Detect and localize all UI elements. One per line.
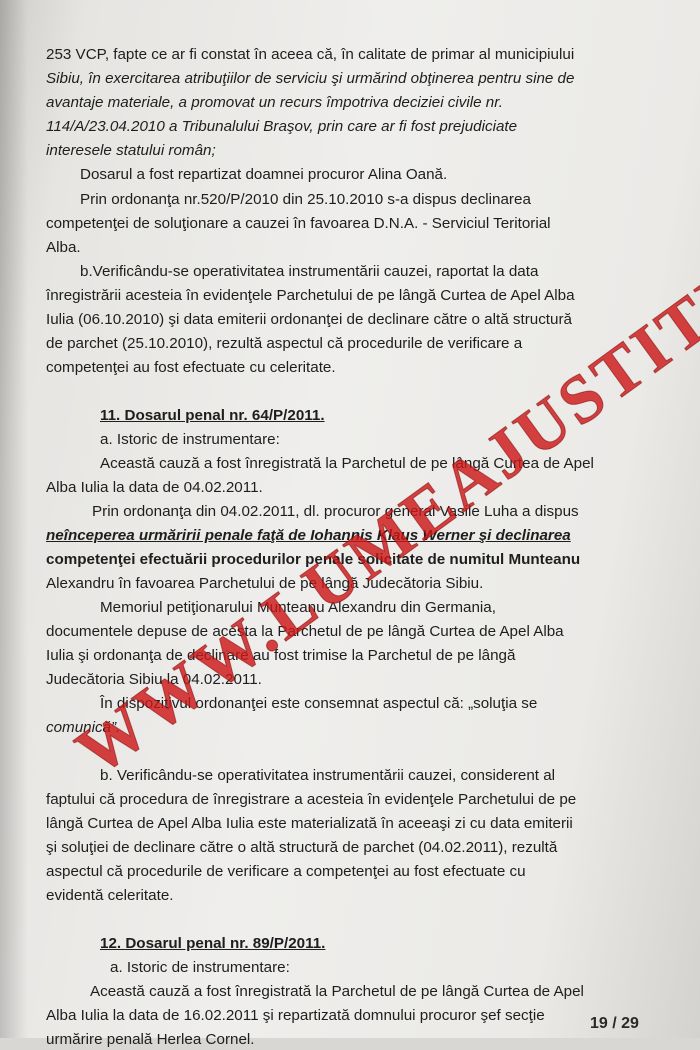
subsection-heading-12a: a. Istoric de instrumentare: [110,959,290,976]
text-line-34: evidentă celeritate. [46,887,174,904]
text-line-28: comunică”. [46,719,121,736]
text-line-27: În dispozitivul ordonanţei este consemnat aspectul că: „soluţia se [100,695,538,712]
text-line-29: b. Verificându-se operativitatea instrumentării cauzei, considerent al [100,767,556,784]
page-number: 19 / 29 [590,1015,639,1032]
text-line-9: Alba. [46,239,81,256]
text-line-30: faptului că procedura de înregistrare a acesteia în evidenţele Parchetului de pe [46,791,577,808]
section-heading-11: 11. Dosarul penal nr. 64/P/2011. [100,407,325,424]
text-line-5: interesele statului român; [46,142,216,159]
text-line-7: Prin ordonanţa nr.520/P/2010 din 25.10.2010 s-a dispus declinarea [80,191,531,208]
text-line-20: neînceperea urmăririi penale faţă de Iohannis Klaus Werner şi declinarea [46,527,571,544]
text-line-25: Iulia şi ordonanţa de declinare au fost trimise la Parchetul de pe lângă [46,647,516,664]
text-line-10: b.Verificându-se operativitatea instrumentării cauzei, raportat la data [80,263,539,280]
text-line-39: urmărire penală Herlea Cornel. [46,1031,255,1048]
text-line-11: înregistrării acesteia în evidenţele Parchetului de pe lângă Curtea de Apel Alba [46,287,575,304]
text-line-2: Sibiu, în exercitarea atribuţiilor de serviciu şi urmărind obţinerea pentru sine de [46,70,575,87]
text-line-8: competenţei de soluţionare a cauzei în favoarea D.N.A. - Serviciul Teritorial [46,215,551,232]
text-line-38: Alba Iulia la data de 16.02.2011 şi repartizată domnului procuror şef secţie [46,1007,545,1024]
text-line-4: 114/A/23.04.2010 a Tribunalului Braşov, prin care ar fi fost prejudiciate [46,118,518,135]
text-line-31: lângă Curtea de Apel Alba Iulia este materializată în aceeaşi zi cu data emiterii [46,815,573,832]
text-line-21: competenţei efectuării procedurilor penale solicitate de numitul Munteanu [46,551,581,568]
text-line-6: Dosarul a fost repartizat doamnei procuror Alina Oană. [80,166,448,183]
subsection-heading-11a: a. Istoric de instrumentare: [100,431,280,448]
text-line-13: de parchet (25.10.2010), rezultă aspectul că procedurile de verificare a [46,335,523,352]
text-line-14: competenţei au fost efectuate cu celeritate. [46,359,336,376]
text-line-33: aspectul că procedurile de verificare a competenţei au fost efectuate cu [46,863,526,880]
text-line-32: şi soluţiei de declinare către o altă structură de parchet (04.02.2011), rezultă [46,839,558,856]
text-line-37: Această cauză a fost înregistrată la Parchetul de pe lângă Curtea de Apel [90,983,584,1000]
text-line-19: Prin ordonanţa din 04.02.2011, dl. procuror general Vasile Luha a dispus [92,503,579,520]
text-line-3: avantaje materiale, a promovat un recurs împotriva deciziei civile nr. [46,94,503,111]
text-line-22: Alexandru în favoarea Parchetului de pe lângă Judecătoria Sibiu. [46,575,484,592]
text-line-18: Alba Iulia la data de 04.02.2011. [46,479,263,496]
text-line-26: Judecătoria Sibiu la 04.02.2011. [46,671,262,688]
text-line-1: 253 VCP, fapte ce ar fi constat în aceea că, în calitate de primar al municipiului [46,46,575,63]
text-line-23: Memoriul petiţionarului Munteanu Alexandru din Germania, [100,599,496,616]
text-line-24: documentele depuse de acesta la Parchetul de pe lângă Curtea de Apel Alba [46,623,564,640]
section-heading-12: 12. Dosarul penal nr. 89/P/2011. [100,935,326,952]
text-line-12: Iulia (06.10.2010) şi data emiterii ordonanţei de declinare către o altă structură [46,311,572,328]
text-line-17: Această cauză a fost înregistrată la Parchetul de pe lângă Curtea de Apel [100,455,594,472]
